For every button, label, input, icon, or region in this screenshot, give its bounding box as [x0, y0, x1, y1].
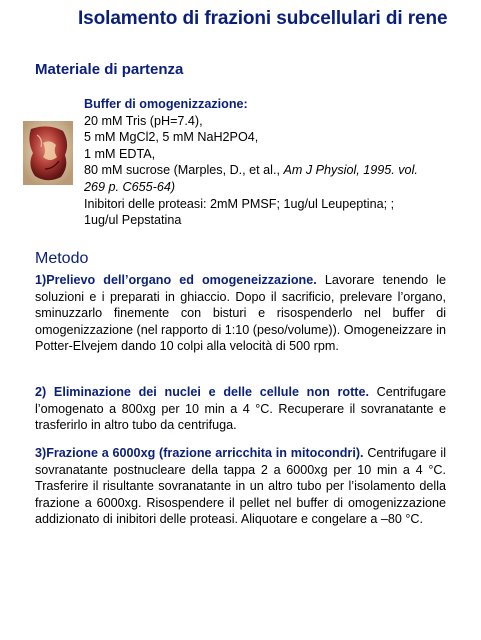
buffer-line-sucrose — [84, 162, 444, 179]
step-1-paragraph — [35, 272, 446, 355]
step-1-text: Lavorare tenendo le soluzioni e i preparati in ghiaccio. Dopo il sacrificio, prelevare l’organo, sminuzzarlo finemente con bisturi e risospenderlo nel buffer di omogenizzazione (nel rapporto di 1:10 (peso/volume)). Omogeneizzare in Potter-Elvejem dando 10 colpi alla velocità di 500 rpm. — [35, 273, 446, 354]
step-1-title: 1)Prelievo dell’organo ed omogeneizzazione. — [35, 273, 317, 287]
section-heading-metodo: Metodo — [35, 250, 89, 267]
buffer-line-inhibitors: Inibitori delle proteasi: 2mM PMSF; 1ug/ul Leupeptina; ; — [84, 196, 395, 211]
buffer-line-tris: 20 mM Tris (pH=7.4), — [84, 113, 203, 128]
step-3-title: 3)Frazione a 6000xg (frazione arricchita in mitocondri). — [35, 446, 364, 460]
section-heading-materiale: Materiale di partenza — [35, 61, 184, 78]
page-title: Isolamento di frazioni subcellulari di rene — [78, 8, 448, 29]
kidney-photo-icon — [23, 121, 73, 185]
step-3-paragraph — [35, 445, 446, 528]
step-3-text: Centrifugare il sovranatante postnucleare della tappa 2 a 6000xg per 10 min a 4 °C. Trasferire il risultante sovranatante in un altro tubo per l’isolamento della frazione a 6000xg. Risospendere il pellet nel buffer di omogenizzazione addizionato di inibitori delle proteasi. Aliquotare e congelare a –80 °C. — [35, 446, 446, 527]
buffer-heading: Buffer di omogenizzazione: — [84, 97, 248, 111]
buffer-line-edta: 1 mM EDTA, — [84, 146, 156, 161]
buffer-block — [84, 96, 444, 229]
sucrose-text: 80 mM sucrose (Marples, D., et al., — [84, 163, 284, 178]
buffer-line-mgcl2: 5 mM MgCl2, 5 mM NaH2PO4, — [84, 130, 259, 145]
sucrose-citation-cont: 269 p. C655-64) — [84, 179, 176, 194]
step-2-text: Centrifugare l’omogenato a 800xg per 10 min a 4 °C. Recuperare il sovranatante e trasferirlo in altro tubo da centrifuga. — [35, 385, 446, 433]
sucrose-citation: Am J Physiol, 1995. vol. — [283, 163, 418, 178]
step-2-paragraph — [35, 384, 446, 434]
step-2-title: 2) Eliminazione dei nuclei e delle cellule non rotte. — [35, 385, 369, 399]
buffer-line-pepstatina: 1ug/ul Pepstatina — [84, 213, 182, 228]
